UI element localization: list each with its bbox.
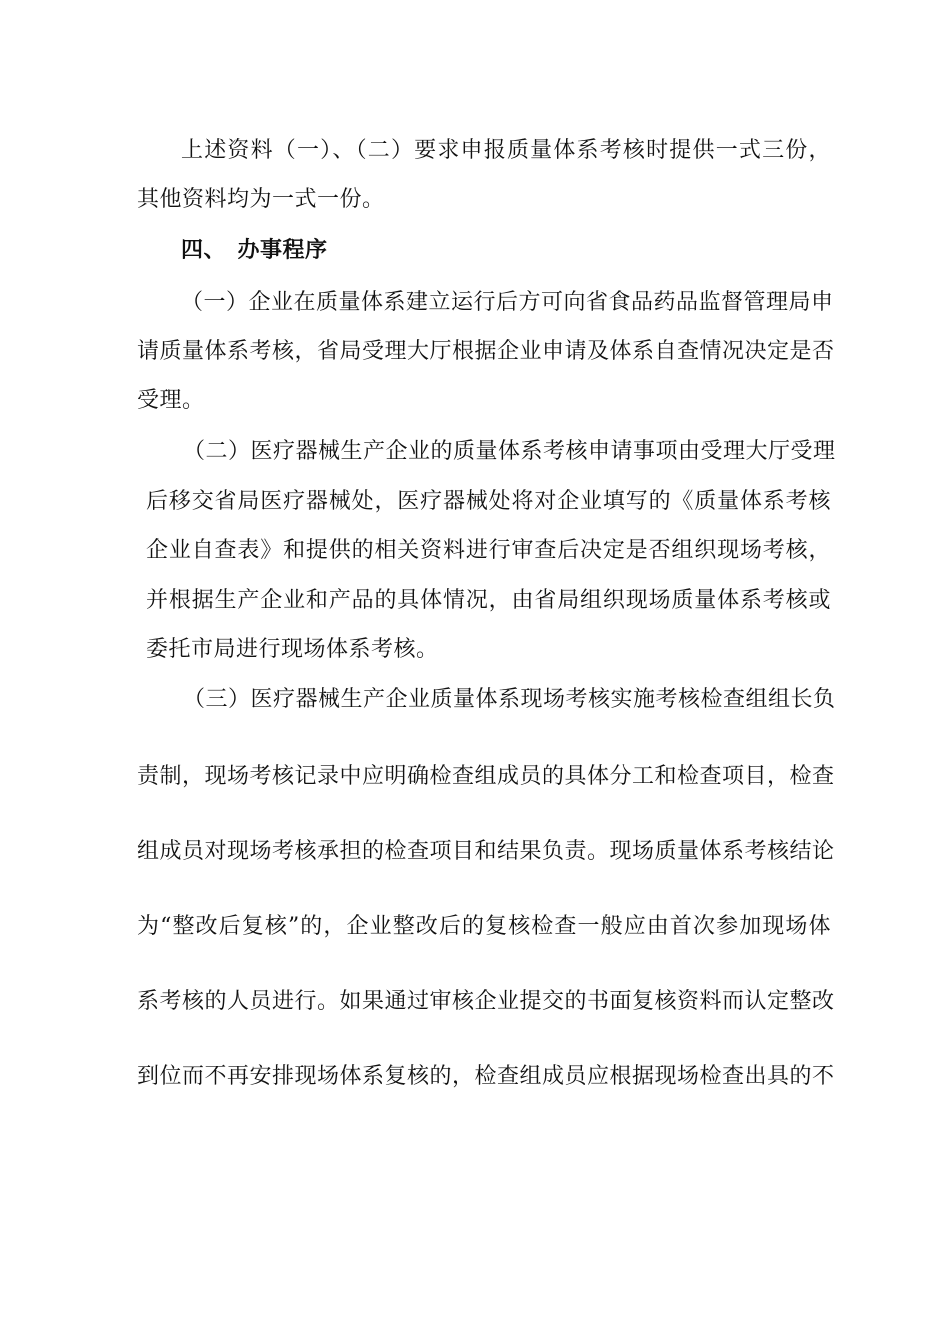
- text-line: （一）企业在质量体系建立运行后方可向省食品药品监督管理局申: [181, 290, 834, 315]
- text-line: 后移交省局医疗器械处，医疗器械处将对企业填写的《质量体系考核: [146, 489, 831, 514]
- text-line: （二）医疗器械生产企业的质量体系考核申请事项由受理大厅受理: [183, 439, 836, 464]
- text-line: 委托市局进行现场体系考核。: [146, 637, 439, 662]
- text-line: 请质量体系考核，省局受理大厅根据企业申请及体系自查情况决定是否: [137, 339, 835, 364]
- text-line: 上述资料（一）、（二）要求申报质量体系考核时提供一式三份，: [181, 138, 831, 163]
- text-line: 企业自查表》和提供的相关资料进行审查后决定是否组织现场考核，: [146, 538, 831, 563]
- text-line: 其他资料均为一式一份。: [137, 187, 385, 212]
- text-line: 为“整改后复核”的，企业整改后的复核检查一般应由首次参加现场体: [137, 914, 831, 939]
- text-line: 并根据生产企业和产品的具体情况，由省局组织现场质量体系考核或: [146, 588, 831, 613]
- section-heading: 四、 办事程序: [181, 238, 328, 263]
- text-line: 责制，现场考核记录中应明确检查组成员的具体分工和检查项目，检查: [137, 764, 835, 789]
- text-line: 组成员对现场考核承担的检查项目和结果负责。现场质量体系考核结论: [137, 839, 835, 864]
- text-line: （三）医疗器械生产企业质量体系现场考核实施考核检查组组长负: [183, 687, 836, 712]
- text-line: 受理。: [137, 388, 205, 413]
- text-line: 系考核的人员进行。如果通过审核企业提交的书面复核资料而认定整改: [137, 989, 835, 1014]
- text-line: 到位而不再安排现场体系复核的，检查组成员应根据现场检查出具的不: [137, 1064, 835, 1089]
